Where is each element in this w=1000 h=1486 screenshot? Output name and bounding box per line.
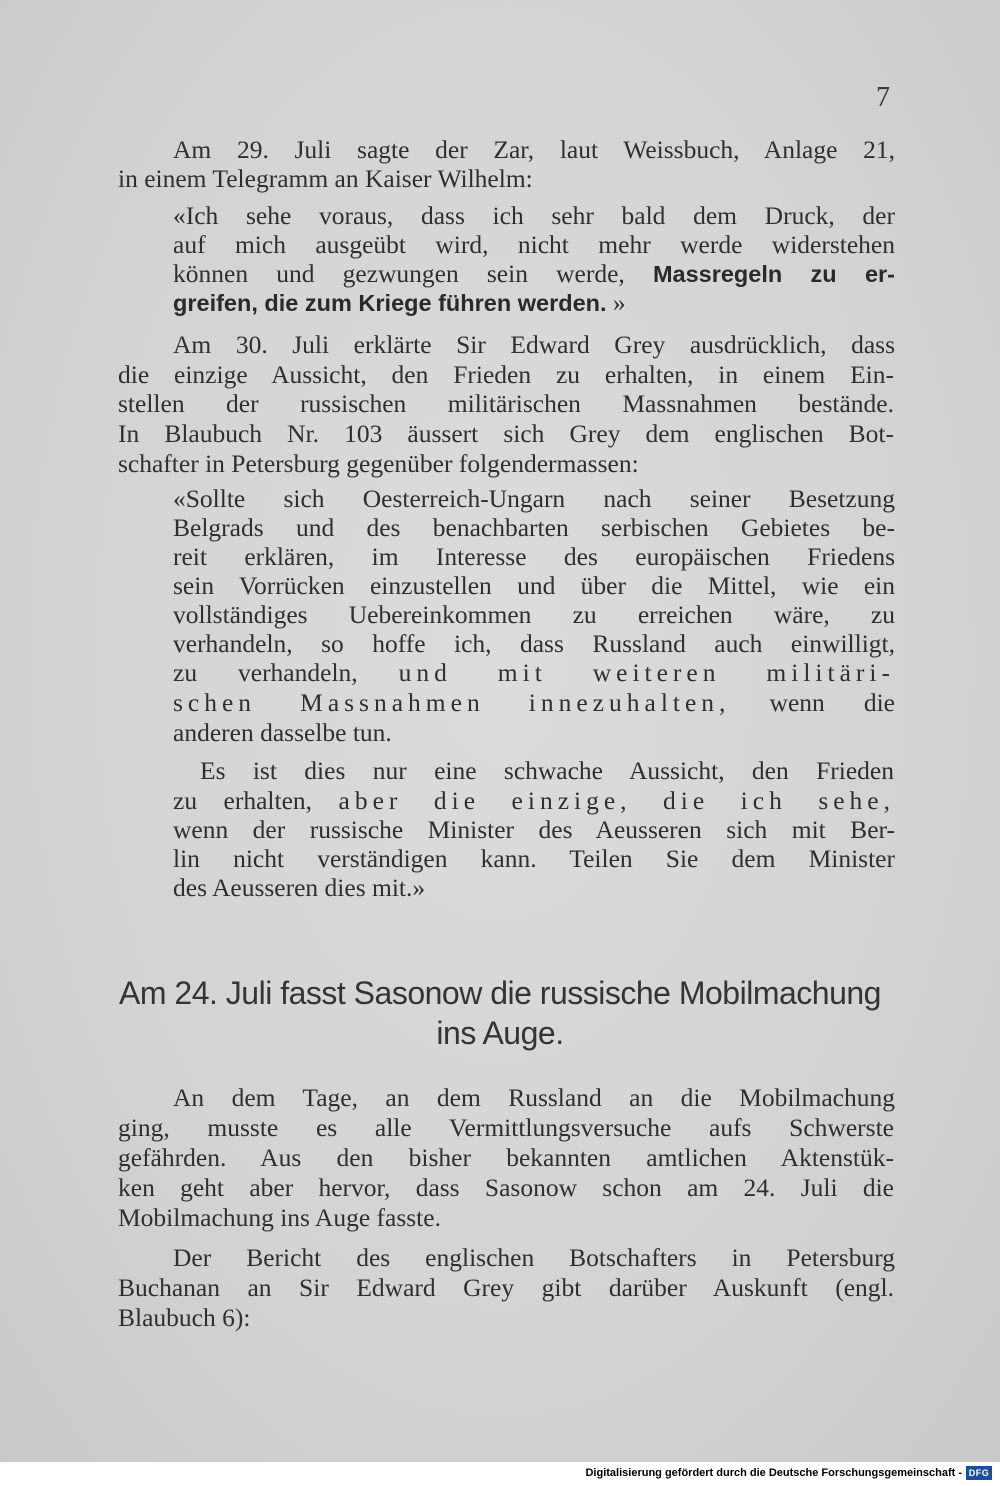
quote-line [173,658,895,688]
text-line: schafter in Petersburg gegenüber folgendermassen: [118,449,639,478]
spaced-emphasis: und mit weiteren militäri- [398,658,895,687]
page-number: 7 [876,82,890,113]
spaced-emphasis: aber die einzige, die ich sehe, [338,786,895,815]
text-line: Mobilmachung ins Auge fasste. [118,1203,441,1232]
text-line: Der Bericht des englischen Botschafters in Petersburg [173,1243,895,1272]
quote-line [173,288,895,318]
quote-line: wenn der russische Minister des Aeusseren sich mit Ber- [173,815,895,844]
emphasized-text: greifen, die zum Kriege führen werden. [173,290,607,316]
text-line: gefährden. Aus den bisher bekannten amtlichen Aktenstük- [118,1143,894,1172]
section-heading-line: ins Auge. [436,1015,564,1051]
text-line: Am 30. Juli erklärte Sir Edward Grey ausdrücklich, dass [173,330,895,359]
quote-line [173,786,895,816]
text-line: stellen der russischen militärischen Massnahmen bestände. [118,389,894,418]
quote-text: können und gezwungen sein werde, [173,259,625,288]
section-heading-line: Am 24. Juli fasst Sasonow die russische Mobilmachung [119,975,881,1011]
quote-line: des Aeusseren dies mit.» [173,873,426,902]
text-line: ken geht aber hervor, dass Sasonow schon am 24. Juli die [118,1173,894,1202]
quote-line: sein Vorrücken einzustellen und über die Mittel, wie ein [173,571,895,600]
dfg-logo-icon: DFG [966,1466,992,1480]
quote-line: Es ist dies nur eine schwache Aussicht, den Frieden [200,756,894,785]
text-line: in einem Telegramm an Kaiser Wilhelm: [118,164,533,193]
text-line: Buchanan an Sir Edward Grey gibt darüber Auskunft (engl. [118,1273,894,1302]
quote-line [173,259,895,289]
spaced-emphasis: schen Massnahmen innezuhalten, [173,688,731,717]
text-line: ging, musste es alle Vermittlungsversuche aufs Schwerste [118,1113,894,1142]
quote-text: zu erhalten, [173,786,313,815]
text-line: Blaubuch 6): [118,1303,251,1332]
text-line: die einzige Aussicht, den Frieden zu erhalten, in einem Ein- [118,360,894,389]
quote-line: anderen dasselbe tun. [173,718,392,747]
funding-notice: Digitalisierung gefördert durch die Deutsche Forschungsgemeinschaft - [585,1467,962,1479]
quote-close: » [612,288,626,317]
quote-text: zu verhandeln, [173,658,358,687]
quote-line: «Ich sehe voraus, dass ich sehr bald dem Druck, der [173,201,895,230]
quote-line: lin nicht verständigen kann. Teilen Sie dem Minister [173,844,895,873]
text-line: Am 29. Juli sagte der Zar, laut Weissbuch, Anlage 21, [173,135,895,164]
section-heading [100,973,900,1053]
emphasized-text: Massregeln zu er- [652,261,895,287]
quote-line: «Sollte sich Oesterreich-Ungarn nach seiner Besetzung [173,484,895,513]
quote-line: vollständiges Uebereinkommen zu erreichen wäre, zu [173,600,895,629]
quote-line: reit erklären, im Interesse des europäischen Friedens [173,542,895,571]
footer-bar [0,1462,1000,1486]
quote-text: wenn die [769,688,895,717]
text-line: In Blaubuch Nr. 103 äussert sich Grey dem englischen Bot- [118,419,894,448]
quote-line: Belgrads und des benachbarten serbischen Gebietes be- [173,513,895,542]
quote-line: auf mich ausgeübt wird, nicht mehr werde widerstehen [173,230,895,259]
text-line: An dem Tage, an dem Russland an die Mobilmachung [173,1083,895,1112]
quote-line [173,688,895,718]
quote-line: verhandeln, so hoffe ich, dass Russland auch einwilligt, [173,629,895,658]
